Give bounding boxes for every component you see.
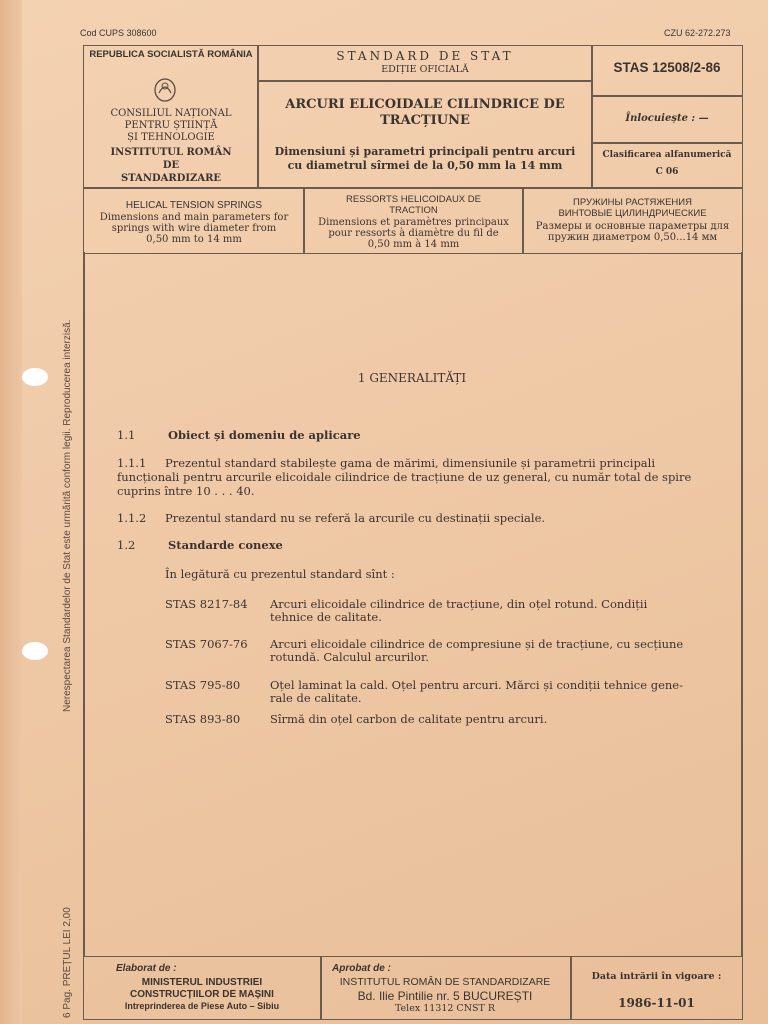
paragraph-line: cuprins între 10 . . . 40.: [117, 484, 255, 498]
french-line2: pour ressorts à diamètre du fil de: [328, 228, 499, 239]
paragraph-number: 1.1.2: [117, 511, 147, 525]
classification-label: Clasificarea alfanumerică: [602, 150, 732, 160]
approved-line3: Telex 11312 CNST R: [394, 1003, 496, 1014]
russian-title-line1: ПРУЖИНЫ РАСТЯЖЕНИЯ: [573, 197, 692, 208]
english-title: HELICAL TENSION SPRINGS: [125, 200, 263, 211]
subtitle-line2: cu diametrul sîrmei de la 0,50 mm la 14 mm: [287, 159, 563, 172]
punch-hole: [22, 368, 48, 386]
russian-line2: пружин диаметром 0,50...14 мм: [547, 232, 718, 243]
standard-type: STANDARD DE STAT: [336, 49, 514, 63]
subtitle-line1: Dimensiuni și parametri principali pentru arcuri: [274, 145, 576, 158]
section-number: 1.1: [117, 428, 136, 442]
approved-line2: Bd. Ilie Pintilie nr. 5 BUCUREȘTI: [357, 989, 533, 1003]
effective-label: Data intrării în vigoare :: [591, 971, 722, 982]
reference-code: STAS 795-80: [165, 678, 241, 692]
reference-text: Sîrmă din oțel carbon de calitate pentru arcuri.: [270, 712, 548, 726]
document-title-line2: TRACȚIUNE: [380, 113, 470, 128]
council-line2: PENTRU ȘTIINȚĂ: [124, 120, 218, 131]
classification-value: C 06: [655, 167, 679, 177]
stas-number: STAS 12508/2-86: [613, 60, 721, 75]
english-line2: springs with wire diameter from: [111, 223, 277, 234]
council-line3: ȘI TEHNOLOGIE: [127, 132, 215, 143]
french-title-line2: TRACTION: [389, 205, 438, 216]
section-title: 1 GENERALITĂȚI: [357, 371, 467, 385]
section-heading: Obiect și domeniu de aplicare: [168, 428, 361, 442]
elaborated-label: Elaborat de :: [116, 963, 177, 974]
effective-date: 1986-11-01: [618, 996, 695, 1010]
institute-line2: DE: [162, 160, 180, 171]
paragraph-line: Prezentul standard nu se referă la arcurile cu destinații speciale.: [165, 511, 546, 525]
legal-notice: Nerespectarea Standardelor de Stat este urmărită conform legii. Reproducerea interzisă.: [62, 319, 73, 712]
reference-text: Oțel laminat la cald. Oțel pentru arcuri. Mărci și condiții tehnice gene-: [270, 678, 683, 692]
paragraph-line: Prezentul standard stabilește gama de mărimi, dimensiunile și parametrii principali: [165, 456, 656, 470]
reference-code: STAS 8217-84: [165, 597, 248, 611]
left-margin-strip: [0, 0, 22, 1024]
punch-hole: [22, 642, 48, 660]
council-line1: CONSILIUL NAȚIONAL: [110, 108, 232, 119]
coat-of-arms: [153, 77, 177, 103]
reference-code: STAS 7067-76: [165, 637, 248, 651]
elaborated-line3: Intreprinderea de Piese Auto – Sibiu: [124, 1001, 280, 1011]
section-number: 1.2: [117, 538, 136, 552]
french-line3: 0,50 mm à 14 mm: [367, 239, 460, 250]
russian-line1: Размеры и основные параметры для: [535, 221, 730, 232]
french-line1: Dimensions et paramètres principaux: [318, 217, 509, 228]
reference-text: Arcuri elicoidale cilindrice de tracțiune, din oțel rotund. Condiții: [270, 597, 648, 611]
approved-line1: INSTITUTUL ROMÂN DE STANDARDIZARE: [339, 976, 551, 988]
reference-code: STAS 893-80: [165, 712, 241, 726]
document-title-line1: ARCURI ELICOIDALE CILINDRICE DE: [285, 97, 565, 112]
reference-text: rotundă. Calculul arcurilor.: [270, 650, 429, 664]
elaborated-line1: MINISTERUL INDUSTRIEI: [141, 977, 263, 988]
replaces-field: Înlocuiește : —: [625, 113, 709, 124]
institute-line1: INSTITUTUL ROMÂN: [110, 147, 232, 158]
approved-label: Aprobat de :: [332, 963, 391, 974]
related-intro: În legătură cu prezentul standard sînt :: [165, 567, 395, 581]
institute-line3: STANDARDIZARE: [120, 173, 222, 184]
english-line3: 0,50 mm to 14 mm: [146, 234, 242, 245]
edition: EDIȚIE OFICIALĂ: [381, 64, 469, 75]
country-name: REPUBLICA SOCIALISTĂ ROMÂNIA: [89, 49, 253, 60]
cups-code: Cod CUPS 308600: [80, 28, 157, 38]
price-note: 6 Pag. PREȚUL LEI 2,00: [62, 907, 73, 1018]
paragraph-line: funcționali pentru arcurile elicoidale cilindrice de tracțiune de uz general, cu număr total de spire: [117, 470, 692, 484]
elaborated-line2: CONSTRUCȚIILOR DE MAȘINI: [130, 989, 274, 1000]
reference-text: Arcuri elicoidale cilindrice de compresiune și de tracțiune, cu secțiune: [270, 637, 684, 651]
french-title-line1: RESSORTS HELICOIDAUX DE: [346, 194, 481, 205]
paragraph-number: 1.1.1: [117, 456, 147, 470]
english-line1: Dimensions and main parameters for: [99, 212, 289, 223]
czu-code: CZU 62-272.273: [664, 28, 731, 38]
section-heading: Standarde conexe: [168, 538, 283, 552]
reference-text: rale de calitate.: [270, 691, 362, 705]
reference-text: tehnice de calitate.: [270, 610, 382, 624]
russian-title-line2: ВИНТОВЫЕ ЦИЛИНДРИЧЕСКИЕ: [558, 208, 707, 219]
